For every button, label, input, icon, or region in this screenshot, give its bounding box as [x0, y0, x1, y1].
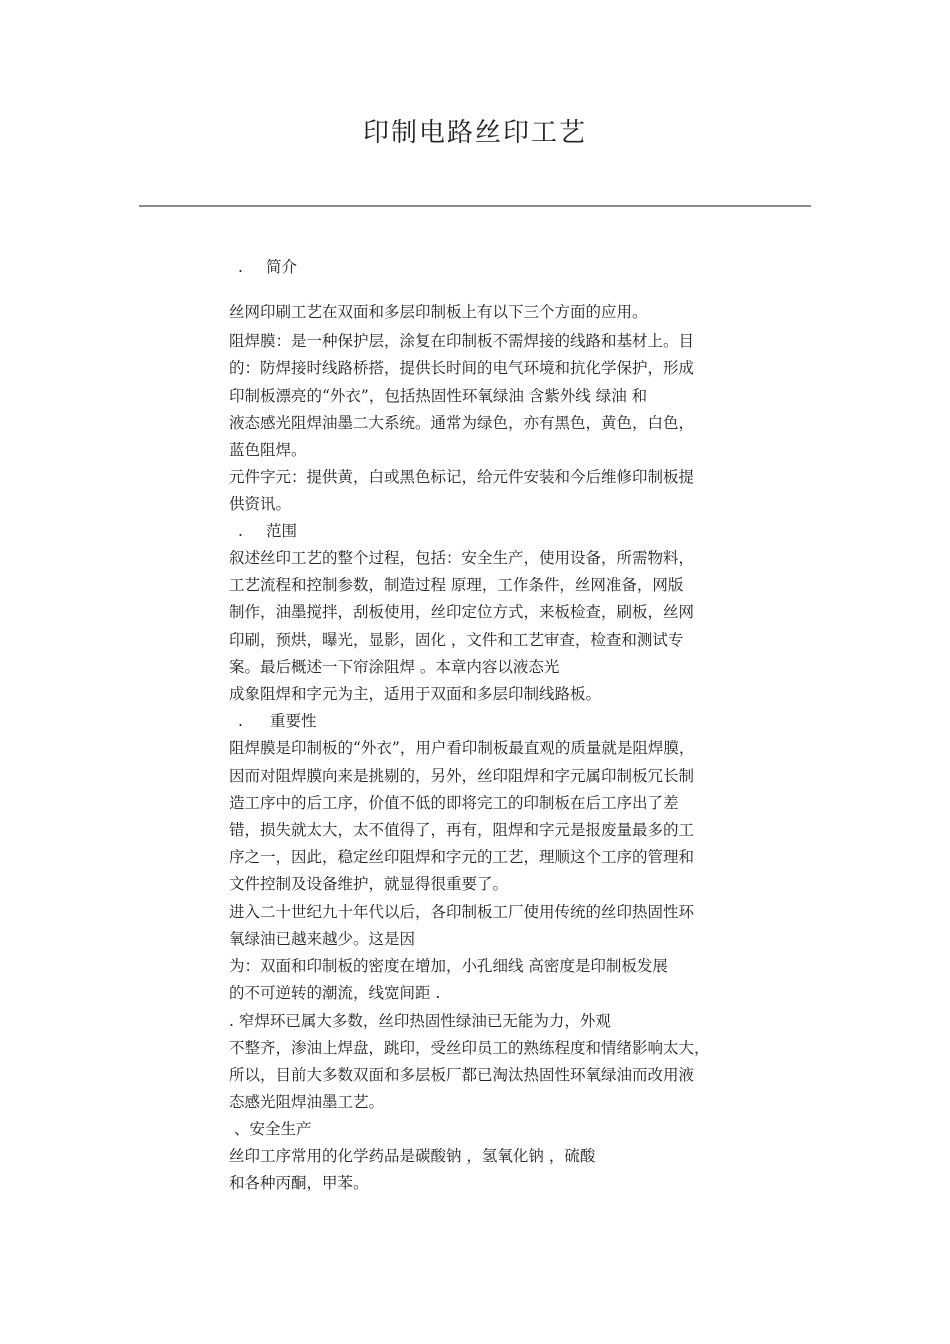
title-divider [139, 205, 811, 207]
text-line: 所以，目前大多数双面和多层板厂都已淘汰热固性环氧绿油而改用液 [229, 1066, 695, 1084]
text-line: 氧绿油已越来越少。这是因 [229, 930, 416, 948]
text-line: 进入二十世纪九十年代以后，各印制板工厂使用传统的丝印热固性环 [229, 903, 695, 921]
text-line: 文件控制及设备维护，就显得很重要了。 [229, 875, 509, 893]
text-line: . 窄焊环已属大多数，丝印热固性绿油已无能为力，外观 [229, 1012, 611, 1030]
text-line: 供资讯。 [229, 495, 292, 513]
text-line: 态感光阻焊油墨工艺。 [229, 1093, 385, 1111]
text-line: 为：双面和印制板的密度在增加，小孔细线 高密度是印制板发展 [229, 957, 668, 975]
text-line: 不整齐，渗油上焊盘，跳印，受丝印员工的熟练程度和情绪影响太大， [229, 1039, 710, 1057]
text-line: 元件字元：提供黄，白或黑色标记，给元件安装和今后维修印制板提 [229, 468, 695, 486]
text-line: 因而对阻焊膜向来是挑剔的，另外，丝印阻焊和字元属印制板冗长制 [229, 767, 695, 785]
text-line: 的：防焊接时线路桥搭，提供长时间的电气环境和抗化学保护，形成 [229, 359, 695, 377]
text-line: 错，损失就太大，太不值得了，再有，阻焊和字元是报废量最多的工 [229, 821, 695, 839]
text-line: 印制板漂亮的“外衣”，包括热固性环氧绿油 含紫外线 绿油 和 [229, 387, 648, 405]
section-heading-scope: 范围 [266, 522, 298, 540]
text-line: 工艺流程和控制参数，制造过程 原理，工作条件，丝网准备，网版 [229, 576, 684, 594]
section-heading-importance: 重要性 [270, 712, 317, 730]
text-line: 印刷，预烘，曝光，显影，固化 ，文件和工艺审查，检查和测试专 [229, 631, 684, 649]
text-line: 蓝色阻焊。 [229, 441, 307, 459]
text-line: 丝印工序常用的化学药品是碳酸钠 ，氢氧化钠 ，硫酸 [229, 1147, 596, 1165]
text-line: 造工序中的后工序，价值不低的即将完工的印制板在后工序出了差 [229, 794, 679, 812]
section-heading-intro: 简介 [266, 258, 298, 276]
text-line: 成象阻焊和字元为主，适用于双面和多层印制线路板。 [229, 685, 602, 703]
text-line: 序之一，因此，稳定丝印阻焊和字元的工艺，理顺这个工序的管理和 [229, 848, 695, 866]
text-line: 丝网印刷工艺在双面和多层印制板上有以下三个方面的应用。 [229, 303, 648, 321]
section-marker-intro: . [238, 258, 243, 276]
section-marker-scope: . [238, 522, 243, 540]
document-title: 印制电路丝印工艺 [362, 118, 587, 148]
text-line: 的不可逆转的潮流，线宽间距 . [229, 984, 441, 1002]
text-line: 液态感光阻焊油墨二大系统。通常为绿色，亦有黑色，黄色，白色， [229, 414, 695, 432]
text-line: 阻焊膜：是一种保护层，涂复在印制板不需焊接的线路和基材上。目 [229, 332, 695, 350]
text-line: 案。最后概述一下帘涂阻焊 。本章内容以液态光 [229, 658, 560, 676]
text-line: 制作，油墨搅拌，刮板使用，丝印定位方式，来板检查，刷板，丝网 [229, 603, 695, 621]
section-heading-safety: 、安全生产 [234, 1120, 312, 1138]
section-marker-importance: . [238, 712, 243, 730]
text-line: 叙述丝印工艺的整个过程，包括：安全生产，使用设备，所需物料， [229, 549, 695, 567]
text-line: 和各种丙酮，甲苯。 [229, 1174, 369, 1192]
text-line: 阻焊膜是印制板的“外衣”，用户看印制板最直观的质量就是阻焊膜， [229, 739, 695, 757]
